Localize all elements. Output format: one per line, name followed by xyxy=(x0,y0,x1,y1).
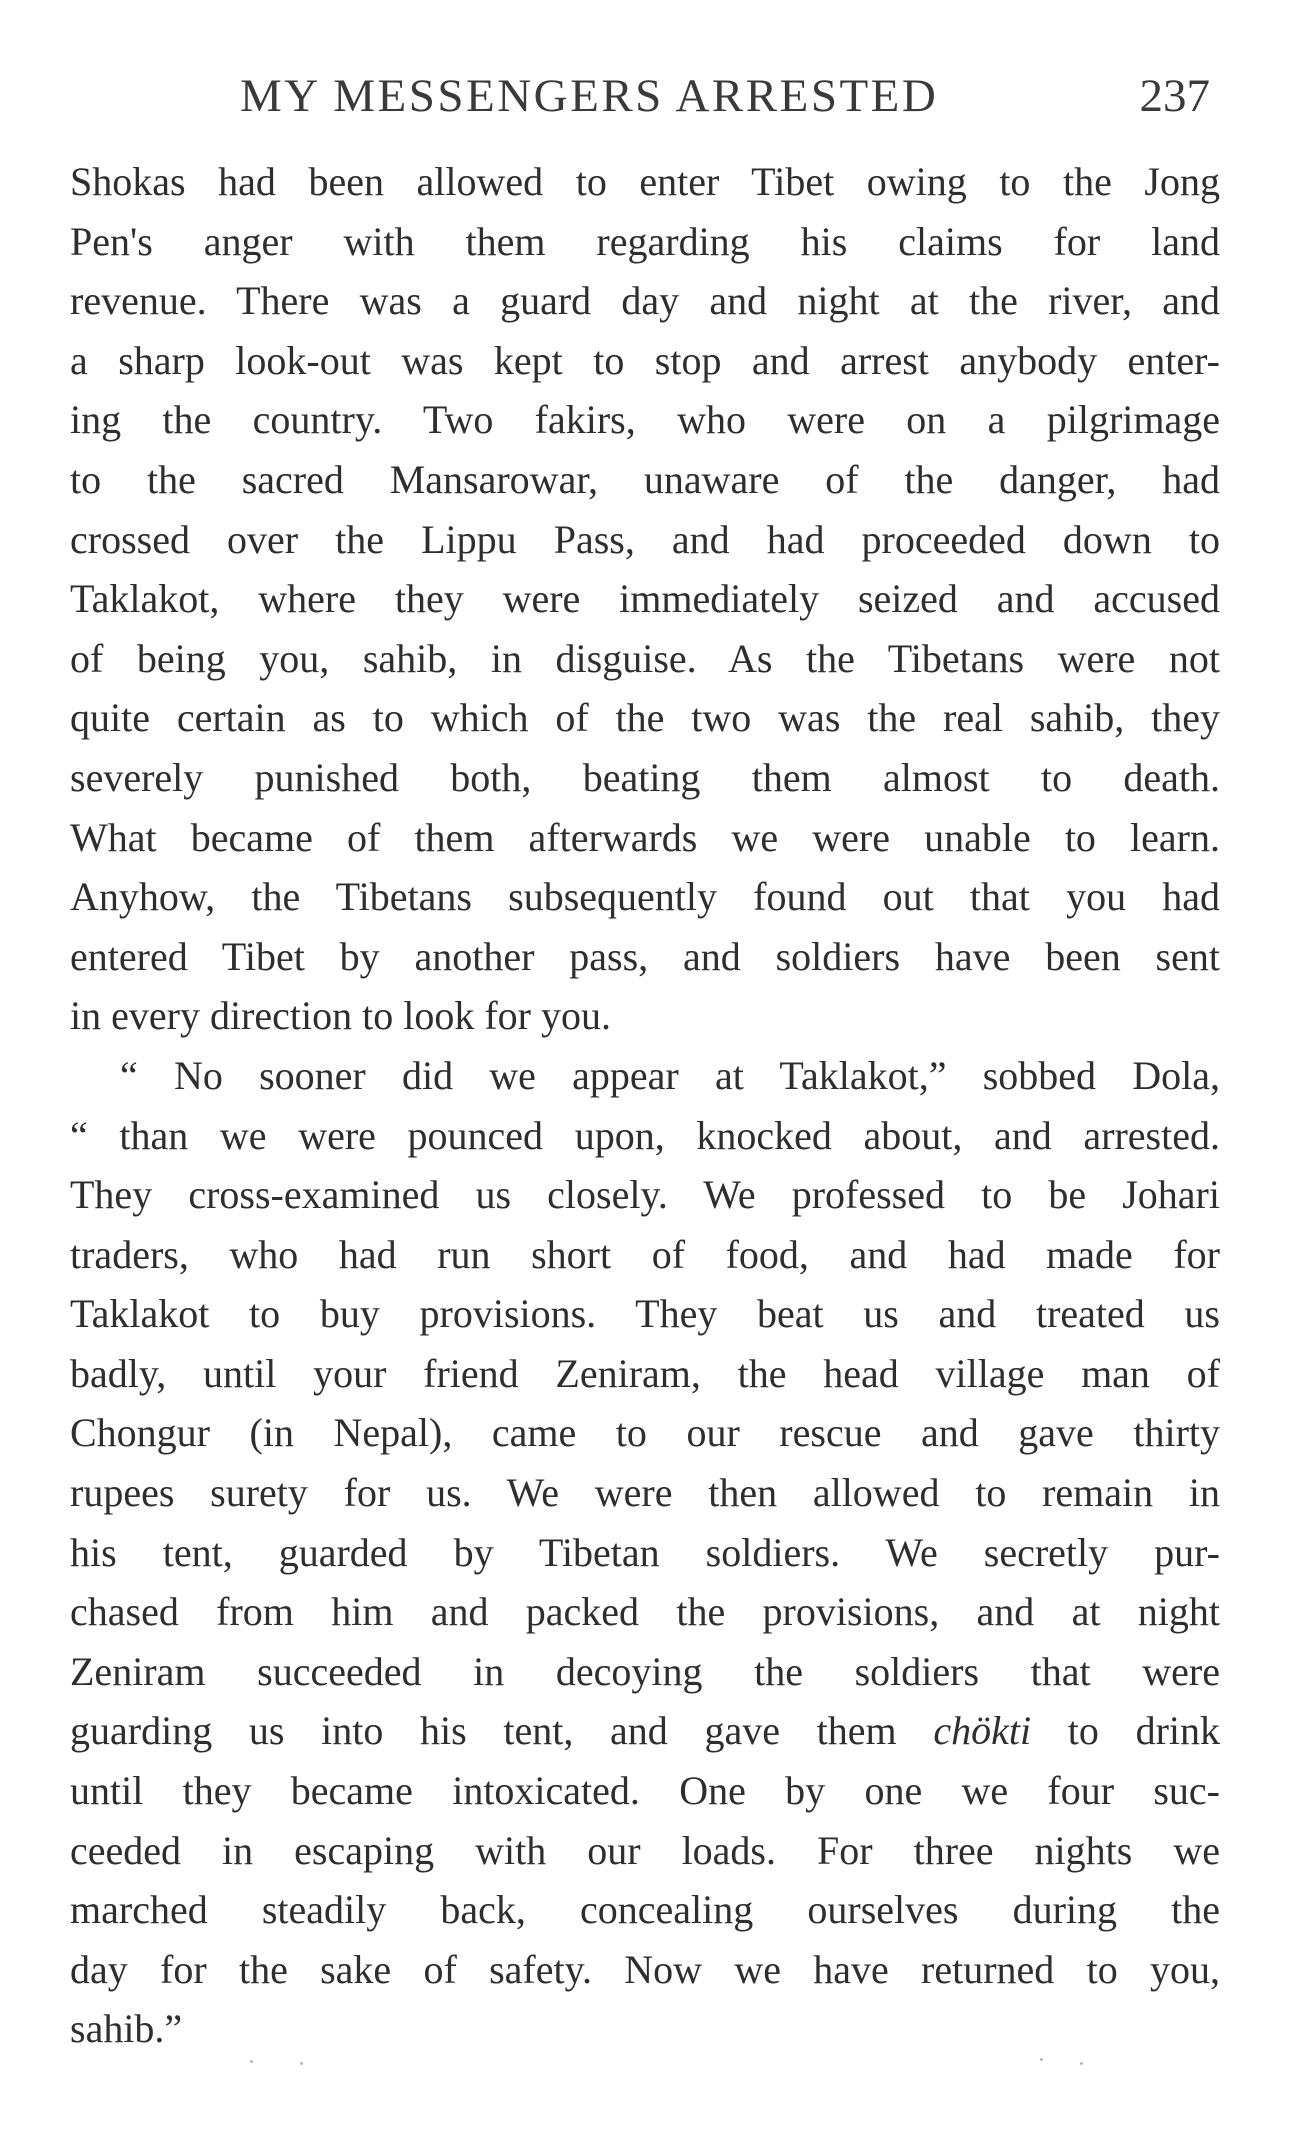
text-line: Taklakot to buy provisions. They beat us and treated us xyxy=(70,1291,1220,1337)
text-line: rupees surety for us. We were then allowed to remain in xyxy=(70,1470,1220,1516)
text-line: severely punished both, beating them almost to death. xyxy=(70,754,1220,800)
print-speck xyxy=(1080,2062,1083,2065)
text-line: badly, until your friend Zeniram, the head village man of xyxy=(70,1350,1220,1396)
text-line: traders, who had run short of food, and had made for xyxy=(70,1231,1220,1277)
text-line: quite certain as to which of the two was the real sahib, they xyxy=(70,695,1220,741)
running-head xyxy=(240,66,1210,126)
text-line: in every direction to look for you. xyxy=(70,993,611,1039)
text-line: ing the country. Two fakirs, who were on a pilgrimage xyxy=(70,397,1220,443)
text-line: Anyhow, the Tibetans subsequently found out that you had xyxy=(70,874,1220,920)
text-line: day for the sake of safety. Now we have returned to you, xyxy=(70,1946,1220,1992)
text-line: crossed over the Lippu Pass, and had proceeded down to xyxy=(70,516,1220,562)
text-line: Pen's anger with them regarding his claims for land xyxy=(70,218,1220,264)
text-line: “ than we were pounced upon, knocked about, and arrested. xyxy=(70,1112,1220,1158)
text-line: Taklakot, where they were immediately seized and accused xyxy=(70,576,1220,622)
print-speck xyxy=(1040,2058,1043,2061)
text-line: entered Tibet by another pass, and soldiers have been sent xyxy=(70,933,1220,979)
text-line: ceeded in escaping with our loads. For three nights we xyxy=(70,1827,1220,1873)
text-line: revenue. There was a guard day and night at the river, and xyxy=(70,278,1220,324)
text-line: to the sacred Mansarowar, unaware of the danger, had xyxy=(70,456,1220,502)
text-line: a sharp look-out was kept to stop and arrest anybody enter- xyxy=(70,337,1220,383)
text-line: Zeniram succeeded in decoying the soldiers that were xyxy=(70,1648,1220,1694)
text-line: his tent, guarded by Tibetan soldiers. We secretly pur- xyxy=(70,1529,1220,1575)
text-line: Shokas had been allowed to enter Tibet owing to the Jong xyxy=(70,159,1220,204)
page-number: 237 xyxy=(1139,70,1210,122)
text-line: “ No sooner did we appear at Taklakot,” sobbed Dola, xyxy=(120,1052,1220,1098)
text-line: What became of them afterwards we were unable to learn. xyxy=(70,814,1220,860)
text-line: sahib.” xyxy=(70,2006,183,2052)
text-line: of being you, sahib, in disguise. As the Tibetans were not xyxy=(70,635,1220,681)
text-line: They cross-examined us closely. We professed to be Johari xyxy=(70,1172,1220,1218)
italic-line-before: guarding us into his tent, and gave them xyxy=(70,1708,897,1754)
text-line: until they became intoxicated. One by one we four suc- xyxy=(70,1768,1220,1814)
print-speck xyxy=(250,2060,253,2063)
italic-word: chökti xyxy=(933,1708,1032,1754)
text-line: marched steadily back, concealing ourselves during the xyxy=(70,1887,1220,1933)
italic-line-after: to drink xyxy=(1067,1708,1220,1754)
text-line-with-italic xyxy=(70,1701,1220,1761)
text-line: chased from him and packed the provisions, and at night xyxy=(70,1589,1220,1635)
body-text xyxy=(70,152,1220,2059)
running-title: MY MESSENGERS ARRESTED xyxy=(240,70,939,122)
print-speck xyxy=(300,2062,303,2065)
text-line: Chongur (in Nepal), came to our rescue and gave thirty xyxy=(70,1410,1220,1456)
